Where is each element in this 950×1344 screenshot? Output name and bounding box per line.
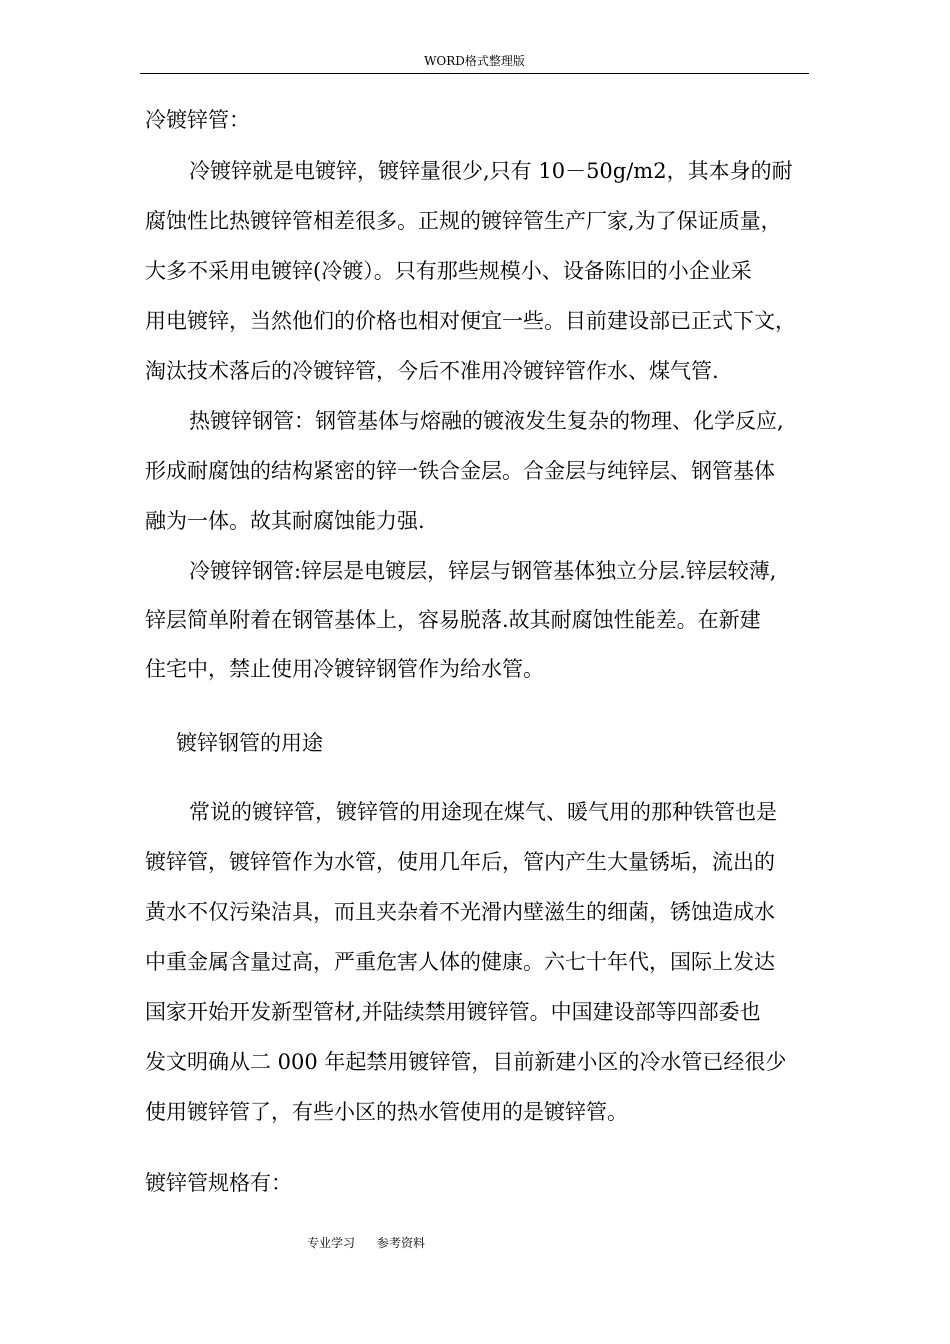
paragraph-line: 大多不采用电镀锌(冷镀）。只有那些规模小、设备陈旧的小企业采 — [145, 259, 752, 283]
footer-left-text: 专业学习 — [307, 1236, 356, 1250]
section-heading-specifications: 镀锌管规格有： — [145, 1171, 292, 1195]
paragraph-line: 锌层简单附着在钢管基体上，容易脱落.故其耐腐蚀性能差。在新建 — [145, 608, 761, 632]
paragraph-line: 常说的镀锌管，镀锌管的用途现在煤气、暖气用的那种铁管也是 — [189, 800, 777, 824]
paragraph-line: 镀锌管，镀锌管作为水管，使用几年后，管内产生大量锈垢，流出的 — [145, 850, 775, 874]
page-header: WORD格式整理版 — [140, 53, 809, 74]
page-footer — [307, 1235, 425, 1251]
paragraph-line: 冷镀锌就是电镀锌，镀锌量很少,只有 10－50g/m2，其本身的耐 — [189, 159, 793, 183]
paragraph-line: 用电镀锌，当然他们的价格也相对便宜一些。目前建设部已正式下文， — [145, 309, 796, 333]
section-heading-uses: 镀锌钢管的用途 — [176, 731, 323, 755]
paragraph-line: 融为一体。故其耐腐蚀能力强. — [145, 509, 425, 533]
paragraph-line: 淘汰技术落后的冷镀锌管，今后不准用冷镀锌管作水、煤气管. — [145, 359, 719, 383]
section-heading-cold-galvanized-pipe: 冷镀锌管： — [145, 108, 250, 132]
paragraph-line: 住宅中，禁止使用冷镀锌钢管作为给水管。 — [145, 657, 544, 681]
footer-right-text: 参考资料 — [377, 1236, 426, 1250]
paragraph-line: 使用镀锌管了，有些小区的热水管使用的是镀锌管。 — [145, 1100, 628, 1124]
paragraph-line: 腐蚀性比热镀锌管相差很多。正规的镀锌管生产厂家,为了保证质量， — [145, 209, 782, 233]
paragraph-line: 形成耐腐蚀的结构紧密的锌一铁合金层。合金层与纯锌层、钢管基体 — [145, 459, 775, 483]
paragraph-line: 中重金属含量过高，严重危害人体的健康。六七十年代，国际上发达 — [145, 950, 775, 974]
paragraph-line: 发文明确从二 000 年起禁用镀锌管，目前新建小区的冷水管已经很少 — [145, 1050, 787, 1074]
paragraph-line: 热镀锌钢管：钢管基体与熔融的镀液发生复杂的物理、化学反应, — [189, 409, 784, 433]
paragraph-line: 黄水不仅污染洁具，而且夹杂着不光滑内壁滋生的细菌，锈蚀造成水 — [145, 900, 775, 924]
paragraph-line: 国家开始开发新型管材,并陆续禁用镀锌管。中国建设部等四部委也 — [145, 1000, 761, 1024]
paragraph-line: 冷镀锌钢管:锌层是电镀层，锌层与钢管基体独立分层.锌层较薄, — [189, 559, 777, 583]
